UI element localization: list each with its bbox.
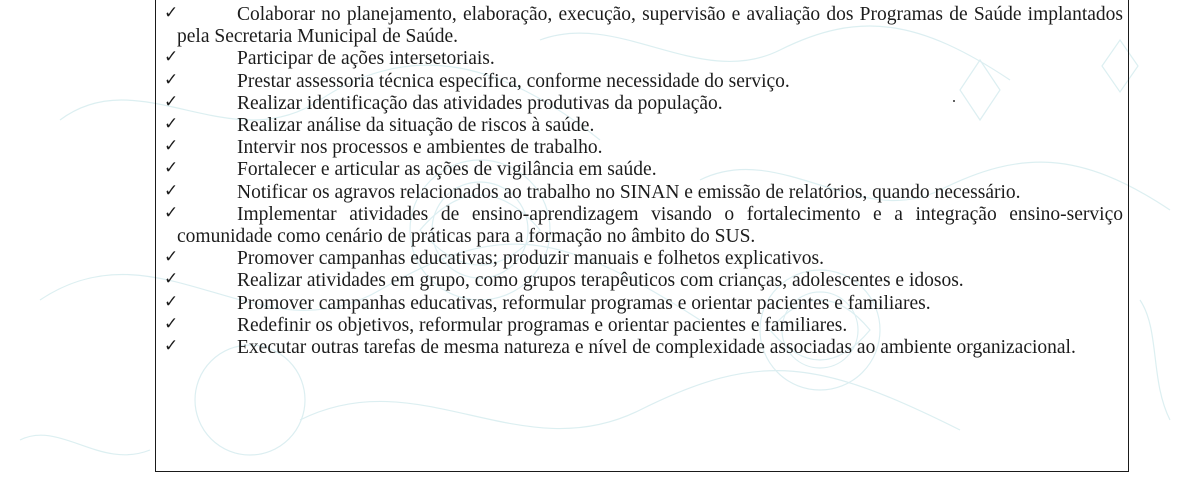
duty-text: Intervir nos processos e ambientes de trabalho. xyxy=(237,137,603,159)
checkmark-icon: ✓ xyxy=(164,158,179,179)
duty-text: Prestar assessoria técnica específica, conforme necessidade do serviço. xyxy=(237,70,790,92)
checkmark-icon: ✓ xyxy=(164,91,179,112)
duty-item xyxy=(156,293,1130,315)
duty-item xyxy=(156,248,1130,270)
duty-text: Executar outras tarefas de mesma natureza e nível de complexidade associadas ao ambiente organizacional. xyxy=(237,337,1076,359)
duty-item xyxy=(156,71,1130,93)
duty-text: Fortalecer e articular as ações de vigilância em saúde. xyxy=(237,159,657,181)
checkmark-icon: ✓ xyxy=(164,313,179,334)
duty-text: Redefinir os objetivos, reformular programas e orientar pacientes e familiares. xyxy=(237,314,848,336)
checkmark-icon: ✓ xyxy=(164,136,179,157)
duty-text: Promover campanhas educativas; produzir manuais e folhetos explicativos. xyxy=(237,248,824,270)
duty-item xyxy=(156,182,1130,204)
checkmark-icon: ✓ xyxy=(164,269,179,290)
checkmark-icon: ✓ xyxy=(164,69,179,90)
checkmark-icon: ✓ xyxy=(164,114,179,135)
duty-item xyxy=(156,48,1130,70)
duty-item xyxy=(156,337,1130,359)
checkmark-icon: ✓ xyxy=(164,47,179,68)
duty-item xyxy=(156,159,1130,181)
duty-text: Realizar análise da situação de riscos à saúde. xyxy=(237,115,595,137)
duty-item xyxy=(156,315,1130,337)
checkmark-icon: ✓ xyxy=(164,180,179,201)
duty-text: Realizar identificação das atividades produtivas da população. xyxy=(237,92,723,114)
duty-text: Promover campanhas educativas, reformular programas e orientar pacientes e familiares. xyxy=(237,292,931,314)
duty-text: Participar de ações intersetoriais. xyxy=(237,48,495,70)
checkmark-icon: ✓ xyxy=(164,336,179,357)
duty-item xyxy=(156,204,1130,248)
duty-item xyxy=(156,93,1130,115)
scan-speck xyxy=(953,100,955,102)
duty-item xyxy=(156,270,1130,292)
duty-text: Notificar os agravos relacionados ao trabalho no SINAN e emissão de relatórios, quando necessário. xyxy=(237,181,1021,203)
duty-text: Implementar atividades de ensino-aprendizagem visando o fortalecimento e a integração ensino-serviço comunidade como cenário de práticas para a formação no âmbito do SUS. xyxy=(177,203,1123,248)
checkmark-icon: ✓ xyxy=(164,3,179,23)
duty-text: Realizar atividades em grupo, como grupos terapêuticos com crianças, adolescentes e idosos. xyxy=(237,270,964,292)
duty-item xyxy=(156,137,1130,159)
duty-item xyxy=(156,4,1130,48)
checkmark-icon: ✓ xyxy=(164,291,179,312)
duties-bordered-box xyxy=(155,0,1129,472)
duties-checklist xyxy=(156,4,1130,359)
duty-item xyxy=(156,115,1130,137)
checkmark-icon: ✓ xyxy=(164,202,179,223)
checkmark-icon: ✓ xyxy=(164,247,179,268)
duty-text: Colaborar no planejamento, elaboração, execução, supervisão e avaliação dos Programas de Saúde implantados pela Secretaria Municipal de Saúde. xyxy=(177,4,1123,48)
